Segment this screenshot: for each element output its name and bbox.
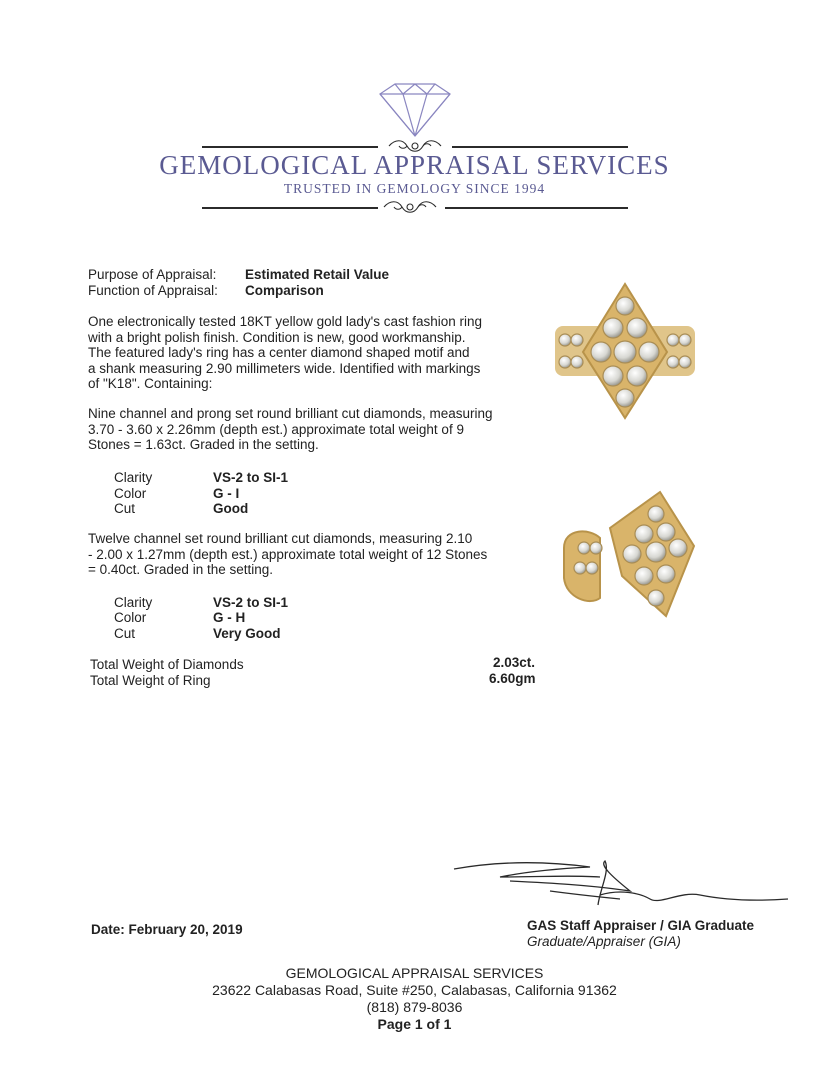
spec-cut-label: Cut xyxy=(114,501,136,516)
description-line: a shank measuring 2.90 millimeters wide. Identified with markings xyxy=(88,360,481,376)
spec-clarity-label: Clarity xyxy=(114,595,153,610)
ring-description xyxy=(88,314,528,392)
spec-cut-value: Good xyxy=(213,501,249,516)
total-ring-value: 6.60gm xyxy=(489,671,536,686)
total-ring-label: Total Weight of Ring xyxy=(90,673,211,688)
diamond-logo-icon xyxy=(370,80,460,140)
spec-color-label: Color xyxy=(114,610,147,625)
spec-cut-label: Cut xyxy=(114,626,136,641)
total-diamonds-label: Total Weight of Diamonds xyxy=(90,657,244,672)
stone-line: - 2.00 x 1.27mm (depth est.) approximate total weight of 12 Stones xyxy=(88,546,488,562)
spec-clarity-value: VS-2 to SI-1 xyxy=(213,595,289,610)
stone-line: Stones = 1.63ct. Graded in the setting. xyxy=(88,437,319,452)
ring-photo-top-view xyxy=(555,282,695,422)
description-line: One electronically tested 18KT yellow gold lady's cast fashion ring xyxy=(88,314,483,329)
function-label: Function of Appraisal: xyxy=(88,283,218,298)
stone-group-1-description xyxy=(88,406,528,453)
appraiser-subtitle: Graduate/Appraiser (GIA) xyxy=(527,934,681,949)
header-rule-bottom-left xyxy=(202,207,378,209)
stone-line: = 0.40ct. Graded in the setting. xyxy=(88,562,273,577)
stone-line: Nine channel and prong set round brilliant cut diamonds, measuring xyxy=(88,406,493,421)
appraiser-title: GAS Staff Appraiser / GIA Graduate xyxy=(527,918,755,933)
total-diamonds-value: 2.03ct. xyxy=(493,655,536,670)
appraisal-date: Date: February 20, 2019 xyxy=(91,922,243,937)
appraiser-signature xyxy=(450,855,790,915)
footer-company: GEMOLOGICAL APPRAISAL SERVICES xyxy=(285,965,544,981)
spec-color-value: G - I xyxy=(213,486,240,501)
header-rule-top-right xyxy=(452,146,628,148)
ring-photo-angled-view xyxy=(560,488,700,628)
footer-phone: (818) 879-8036 xyxy=(366,999,463,1015)
description-line: with a bright polish finish. Condition is new, good workmanship. xyxy=(88,329,466,345)
spec-cut-value: Very Good xyxy=(213,626,281,641)
description-line: The featured lady's ring has a center diamond shaped motif and xyxy=(88,345,470,360)
footer-address: 23622 Calabasas Road, Suite #250, Calabasas, California 91362 xyxy=(212,982,617,998)
purpose-label: Purpose of Appraisal: xyxy=(88,267,217,282)
stone-group-2-description xyxy=(88,531,528,578)
spec-color-value: G - H xyxy=(213,610,246,625)
stone-line: Twelve channel set round brilliant cut diamonds, measuring 2.10 xyxy=(88,531,473,546)
function-value: Comparison xyxy=(245,283,324,298)
header-rule-bottom-right xyxy=(445,207,628,209)
spec-clarity-value: VS-2 to SI-1 xyxy=(213,470,289,485)
description-line: of "K18". Containing: xyxy=(88,376,213,391)
company-tagline: TRUSTED IN GEMOLOGY SINCE 1994 xyxy=(283,181,546,196)
header-rule-top-left xyxy=(202,146,378,148)
purpose-value: Estimated Retail Value xyxy=(245,267,390,282)
company-title: GEMOLOGICAL APPRAISAL SERVICES xyxy=(159,150,670,180)
stone-line: 3.70 - 3.60 x 2.26mm (depth est.) approximate total weight of 9 xyxy=(88,421,464,437)
page-number: Page 1 of 1 xyxy=(377,1016,452,1032)
spec-color-label: Color xyxy=(114,486,147,501)
spec-clarity-label: Clarity xyxy=(114,470,153,485)
scroll-flourish-icon xyxy=(380,198,440,216)
